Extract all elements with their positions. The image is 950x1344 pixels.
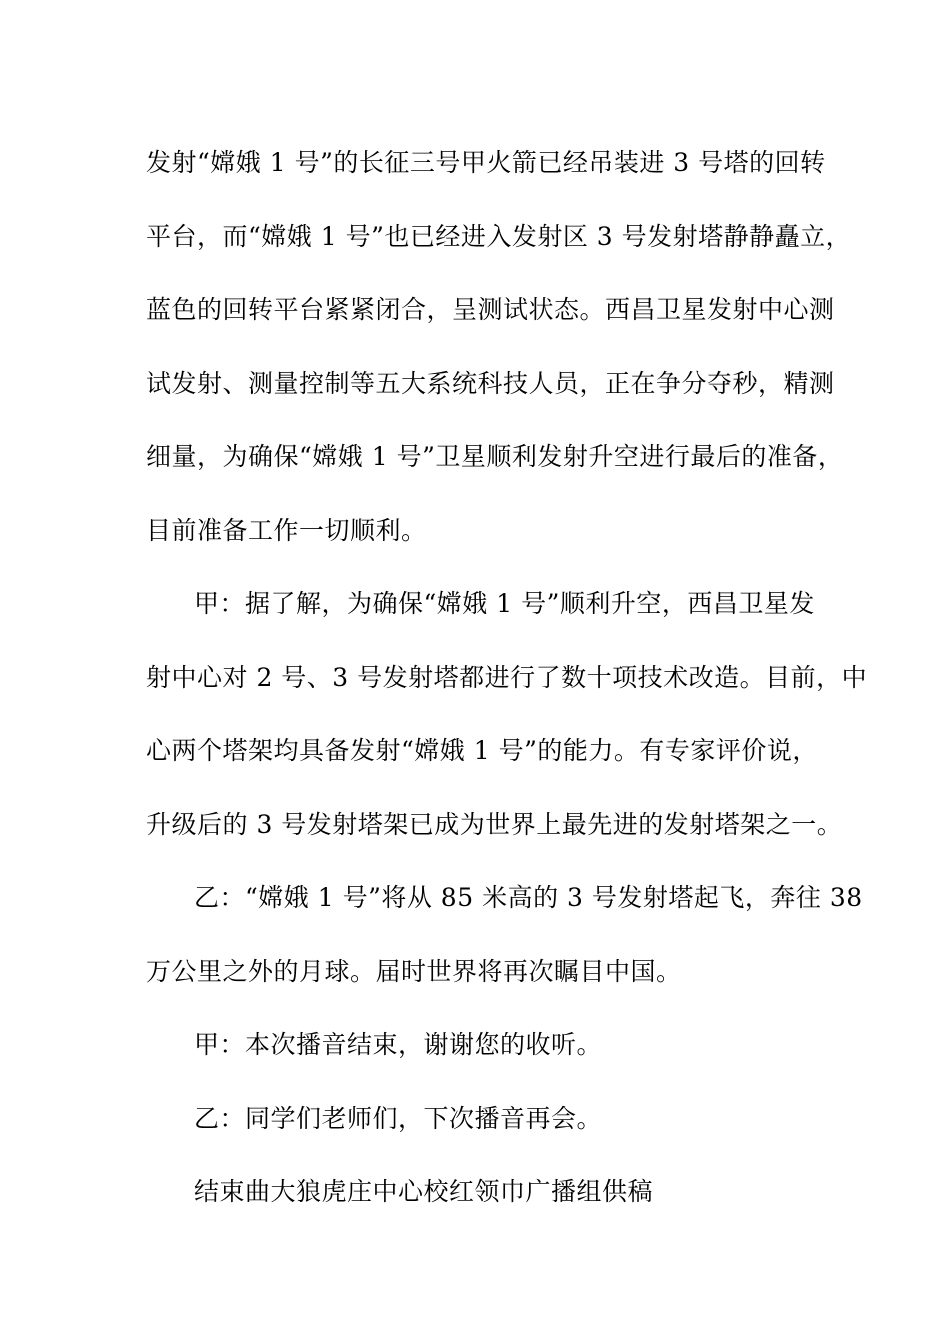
text-line-6: 目前准备工作一切顺利。	[146, 515, 427, 545]
text-line-11: 乙：“嫦娥 1 号”将从 85 米高的 3 号发射塔起飞，奔往 38	[194, 883, 863, 912]
text-line-7: 甲：据了解，为确保“嫦娥 1 号”顺利升空，西昌卫星发	[194, 589, 815, 618]
text-line-12: 万公里之外的月球。届时世界将再次瞩目中国。	[146, 956, 682, 986]
text-line-2: 平台，而“嫦娥 1 号”也已经进入发射区 3 号发射塔静静矗立，	[146, 221, 852, 251]
text-line-1: 发射“嫦娥 1 号”的长征三号甲火箭已经吊装进 3 号塔的回转	[146, 148, 826, 177]
text-line-10: 升级后的 3 号发射塔架已成为世界上最先进的发射塔架之一。	[146, 809, 843, 839]
text-line-13: 甲：本次播音结束，谢谢您的收听。	[194, 1030, 603, 1059]
text-line-8: 射中心对 2 号、3 号发射塔都进行了数十项技术改造。目前，中	[146, 662, 868, 692]
text-line-4: 试发射、测量控制等五大系统科技人员，正在争分夺秒，精测	[146, 368, 835, 398]
text-line-3: 蓝色的回转平台紧紧闭合，呈测试状态。西昌卫星发射中心测	[146, 295, 835, 324]
text-line-14: 乙：同学们老师们，下次播音再会。	[194, 1103, 603, 1133]
text-line-9: 心两个塔架均具备发射“嫦娥 1 号”的能力。有专家评价说，	[146, 736, 818, 765]
document-body	[146, 126, 868, 1229]
text-line-5: 细量，为确保“嫦娥 1 号”卫星顺利发射升空进行最后的准备，	[146, 442, 844, 471]
text-line-15: 结束曲大狼虎庄中心校红领巾广播组供稿	[194, 1177, 654, 1206]
